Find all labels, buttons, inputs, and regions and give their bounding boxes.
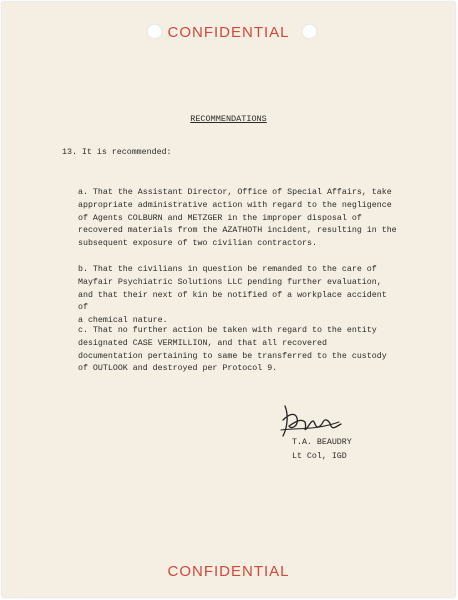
recommendation-c: c. That no further action be taken with regard to the entity designated CASE VERMILLION, and that all recovered documentation pertaining to same be transferred to the custody of OUTLOOK and destroyed per Protocol 9. <box>78 326 387 374</box>
signatory-rank: Lt Col, IGD <box>292 452 347 461</box>
recommendation-a: a. That the Assistant Director, Office of Special Affairs, take appropriate administrative action with regard to the negligence of Agents COLBURN and METZGER in the improper disposal of recovered materials from the AZATHOTH incident, resulting in the subsequent exposure of two civilian contractors. <box>78 188 397 249</box>
recommendation-b: b. That the civilians in question be remanded to the care of Mayfair Psychiatric Solutions LLC pending further evaluation, and that their next of kin be notified of a workplace accident of a chemical nature. <box>78 265 387 326</box>
recommendation-intro: 13. It is recommended: <box>62 148 172 157</box>
classification-stamp-top: CONFIDENTIAL <box>167 24 290 41</box>
document-title: RECOMMENDATIONS <box>190 114 267 124</box>
handwritten-signature <box>277 400 345 442</box>
signatory-name: T.A. BEAUDRY <box>292 438 352 447</box>
classification-stamp-bottom: CONFIDENTIAL <box>167 563 290 580</box>
document-page <box>2 2 455 597</box>
